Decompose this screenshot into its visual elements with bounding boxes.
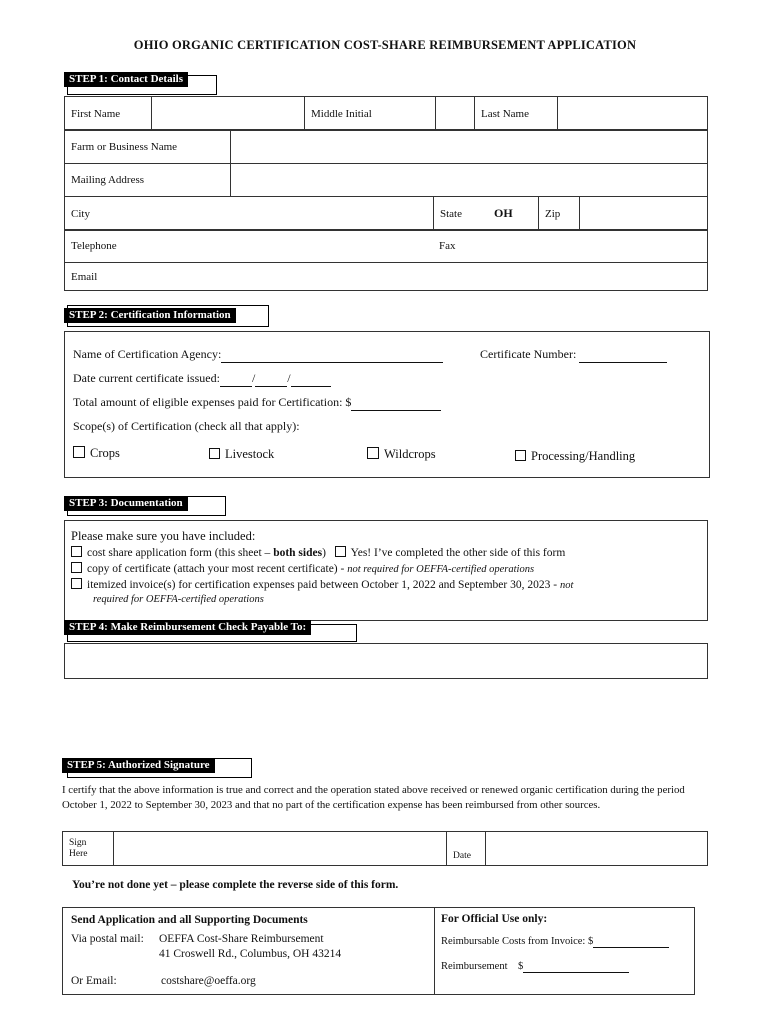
signature-table bbox=[62, 831, 708, 866]
step4-heading: STEP 4: Make Reimbursement Check Payable To: bbox=[64, 620, 311, 635]
step3-heading: STEP 3: Documentation bbox=[64, 496, 188, 511]
contact-details-table-3 bbox=[64, 196, 708, 231]
reimbursement-input[interactable] bbox=[523, 961, 629, 973]
date-issued-label: Date current certificate issued: bbox=[73, 371, 220, 385]
crops-checkbox[interactable] bbox=[73, 446, 85, 458]
reimbursable-label: Reimbursable Costs from Invoice: $ bbox=[441, 936, 594, 947]
telephone-field[interactable] bbox=[65, 230, 434, 263]
zip-field[interactable] bbox=[580, 197, 708, 231]
postal-label: Via postal mail: bbox=[71, 933, 144, 945]
official-heading: For Official Use only: bbox=[441, 913, 548, 925]
step5-heading: STEP 5: Authorized Signature bbox=[62, 758, 215, 773]
signature-date-field[interactable] bbox=[486, 832, 708, 866]
invoice-checkbox[interactable] bbox=[71, 578, 82, 589]
both-sides-text: both sides bbox=[273, 547, 323, 559]
reimbursement-row bbox=[441, 961, 629, 973]
email-send-label: Or Email: bbox=[71, 975, 117, 987]
postal-line1: OEFFA Cost-Share Reimbursement bbox=[159, 933, 324, 945]
send-heading: Send Application and all Supporting Documents bbox=[71, 914, 308, 926]
step1-heading: STEP 1: Contact Details bbox=[64, 72, 188, 87]
dollar-sign: $ bbox=[518, 961, 524, 972]
doc-item-certificate-text: copy of certificate (attach your most recent certificate) - bbox=[87, 563, 345, 575]
state-value: OH bbox=[488, 197, 539, 231]
zip-label: Zip bbox=[539, 197, 580, 231]
date-separator: / bbox=[251, 371, 256, 385]
telephone-label: Telephone bbox=[71, 240, 117, 252]
sign-label: Sign bbox=[69, 837, 87, 848]
fax-field[interactable] bbox=[433, 230, 708, 263]
date-year-input[interactable] bbox=[291, 371, 331, 387]
date-separator: / bbox=[287, 371, 291, 385]
reimbursable-input[interactable] bbox=[593, 936, 669, 948]
email-label: Email bbox=[71, 270, 98, 283]
agency-label: Name of Certification Agency: bbox=[73, 347, 222, 361]
doc-item-close-paren: ) bbox=[322, 547, 326, 559]
scope-wildcrops[interactable] bbox=[367, 447, 436, 462]
signature-field[interactable] bbox=[114, 832, 447, 866]
scope-crops[interactable] bbox=[73, 446, 120, 461]
doc-item-application bbox=[71, 546, 565, 559]
date-label: Date bbox=[447, 832, 486, 866]
send-application-box bbox=[62, 907, 435, 995]
crops-label: Crops bbox=[90, 446, 120, 460]
mailing-address-label: Mailing Address bbox=[65, 164, 231, 197]
documentation-intro: Please make sure you have included: bbox=[71, 529, 256, 543]
postal-line2: 41 Croswell Rd., Columbus, OH 43214 bbox=[159, 948, 342, 960]
reminder-text: You’re not done yet – please complete the reverse side of this form. bbox=[72, 879, 399, 891]
city-field[interactable] bbox=[65, 197, 434, 231]
middle-initial-label: Middle Initial bbox=[305, 97, 398, 131]
email-field[interactable] bbox=[65, 263, 708, 291]
contact-details-table-4 bbox=[64, 229, 708, 291]
step2-heading: STEP 2: Certification Information bbox=[64, 308, 236, 323]
application-checkbox[interactable] bbox=[71, 546, 82, 557]
doc-item-certificate bbox=[71, 562, 534, 575]
agency-input[interactable] bbox=[221, 347, 443, 363]
processing-checkbox[interactable] bbox=[515, 450, 526, 461]
form-title: OHIO ORGANIC CERTIFICATION COST-SHARE REIMBURSEMENT APPLICATION bbox=[133, 38, 637, 52]
scope-livestock[interactable] bbox=[209, 447, 274, 462]
date-month-input[interactable] bbox=[220, 371, 252, 387]
yes-completed-checkbox[interactable] bbox=[335, 546, 346, 557]
cert-number-label: Certificate Number: bbox=[480, 347, 577, 361]
not-required-note: not required for OEFFA-certified operations bbox=[347, 564, 535, 575]
total-row bbox=[73, 395, 441, 411]
last-name-field[interactable] bbox=[558, 97, 708, 131]
date-issued-row bbox=[73, 371, 331, 387]
not-required-note-text: required for OEFFA-certified operations bbox=[93, 594, 264, 605]
reimbursement-label: Reimbursement bbox=[441, 961, 508, 972]
fax-label: Fax bbox=[439, 240, 456, 252]
state-label: State bbox=[434, 197, 489, 231]
contact-details-table-2 bbox=[64, 129, 708, 197]
not-note: not bbox=[559, 580, 574, 591]
farm-name-label: Farm or Business Name bbox=[65, 130, 231, 164]
date-day-input[interactable] bbox=[255, 371, 287, 387]
documentation-box bbox=[64, 520, 708, 621]
doc-item-invoice bbox=[71, 578, 573, 591]
scope-label: Scope(s) of Certification (check all that apply): bbox=[73, 419, 300, 433]
total-input[interactable] bbox=[351, 395, 441, 411]
wildcrops-label: Wildcrops bbox=[384, 447, 436, 461]
cert-number-row bbox=[480, 347, 667, 363]
livestock-checkbox[interactable] bbox=[209, 448, 220, 459]
mailing-address-field[interactable] bbox=[231, 164, 708, 197]
here-label: Here bbox=[69, 848, 88, 859]
doc-item-invoice-text: itemized invoice(s) for certification expenses paid between October 1, 2022 and September 30, 2023 - bbox=[87, 579, 558, 591]
middle-initial-field[interactable] bbox=[436, 97, 475, 131]
wildcrops-checkbox[interactable] bbox=[367, 447, 379, 459]
first-name-field[interactable] bbox=[152, 97, 305, 131]
reimbursable-row bbox=[441, 936, 669, 948]
farm-name-field[interactable] bbox=[231, 130, 708, 164]
first-name-label: First Name bbox=[65, 97, 152, 131]
payable-to-field[interactable] bbox=[64, 643, 708, 679]
total-label: Total amount of eligible expenses paid for Certification: $ bbox=[73, 395, 352, 409]
last-name-label: Last Name bbox=[475, 97, 558, 131]
doc-item-application-text: cost share application form (this sheet – bbox=[87, 547, 271, 559]
yes-completed-text: Yes! I’ve completed the other side of this form bbox=[350, 547, 566, 559]
email-send-value[interactable]: costshare@oeffa.org bbox=[161, 975, 256, 987]
certificate-checkbox[interactable] bbox=[71, 562, 82, 573]
sign-here-label bbox=[63, 832, 114, 866]
cert-number-input[interactable] bbox=[579, 347, 667, 363]
certify-statement: I certify that the above information is true and correct and the operation stated above received or renewed organic certification during the period October 1, 2022 to September 30, 2023 and that no part of the certification expense has been reimbursed from other sources. bbox=[62, 784, 685, 811]
agency-row bbox=[73, 347, 443, 363]
livestock-label: Livestock bbox=[225, 447, 275, 461]
scope-processing[interactable] bbox=[515, 449, 635, 464]
contact-details-table bbox=[64, 96, 708, 131]
not-required-note-2 bbox=[93, 594, 264, 605]
processing-label: Processing/Handling bbox=[531, 449, 636, 463]
official-use-box bbox=[434, 907, 695, 995]
city-label: City bbox=[71, 207, 90, 220]
certification-info-box bbox=[64, 331, 710, 478]
